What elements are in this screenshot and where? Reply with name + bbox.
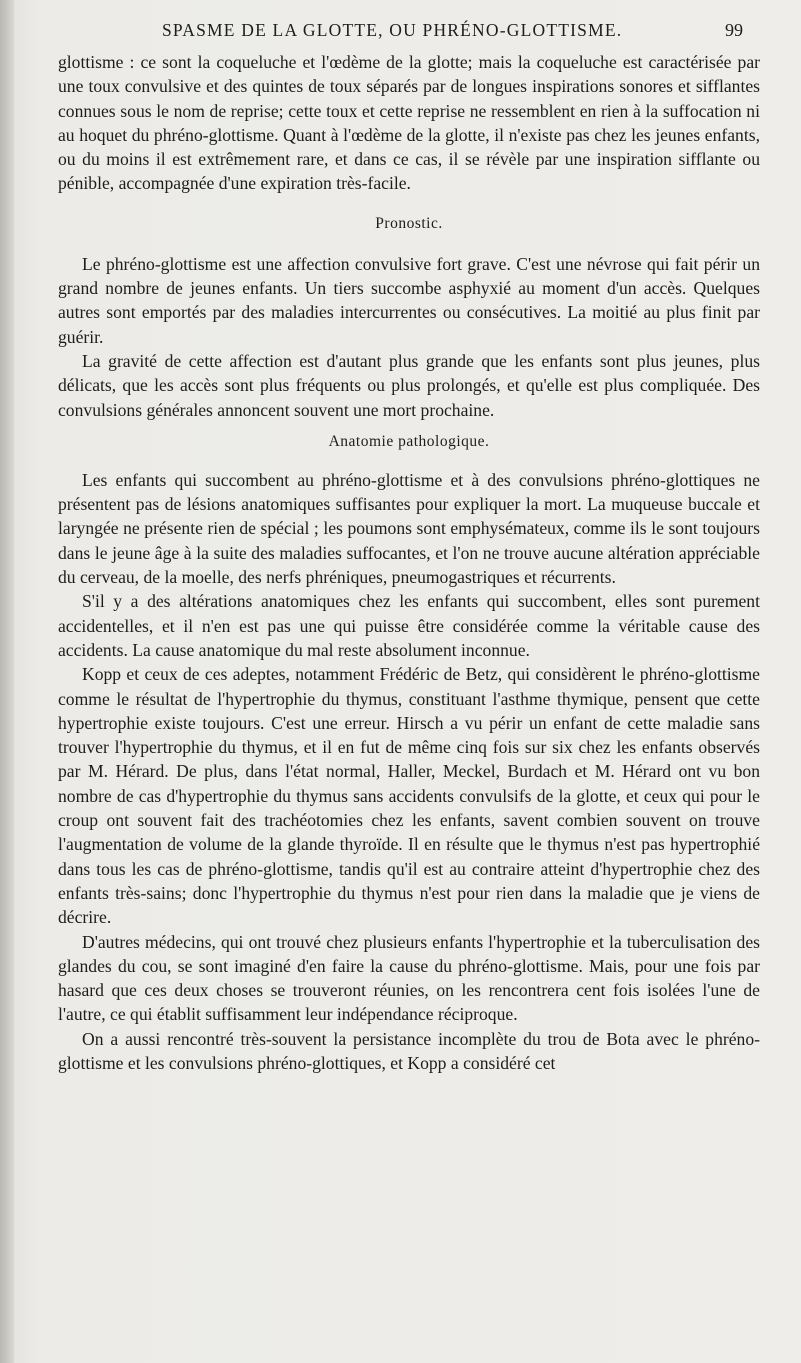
page-number: 99	[725, 20, 743, 40]
paragraph-anatomy-3: Kopp et ceux de ces adeptes, notamment Frédéric de Betz, qui considèrent le phréno-glottisme comme le résultat de l'hypertrophie du thymus, constituant l'asthme thymique, pensent que cette hypertrophie existe toujours. C'est une erreur. Hirsch a vu périr un enfant de cette maladie sans trouver l'hypertrophie du thymus, et il en fut de même cinq fois sur six chez les enfants observés par M. Hérard. De plus, dans l'état normal, Haller, Meckel, Burdach et M. Hérard ont vu bon nombre de cas d'hypertrophie du thymus sans accidents convulsifs de la glotte, et ceux qui pour le croup ont souvent fait des trachéotomies chez les enfants, savent combien souvent on trouve l'augmentation de volume de la glande thyroïde. Il en résulte que le thymus n'est pas hypertrophié dans tous les cas de phréno-glottisme, tandis qu'il est au contraire atteint d'hypertrophie chez des enfants très-sains; donc l'hypertrophie du thymus n'est pour rien dans la maladie que je viens de décrire.	[58, 664, 760, 928]
paragraph-anatomy-4: D'autres médecins, qui ont trouvé chez plusieurs enfants l'hypertrophie et la tuberculisation des glandes du cou, se sont imaginé d'en faire la cause du phréno-glottisme. Mais, pour une fois par hasard que ces deux choses se trouveront réunies, on les rencontrera cent fois isolées l'une de l'autre, ce qui établit suffisamment leur indépendance réciproque.	[58, 931, 760, 1025]
page-gutter-shadow	[0, 0, 14, 1363]
paragraph-prognosis-1: Le phréno-glottisme est une affection convulsive fort grave. C'est une névrose qui fait périr un grand nombre de jeunes enfants. Un tiers succombe asphyxié au moment d'un accès. Quelques autres sont emportés par des maladies intercurrentes ou consécutives. La moitié au plus finit par guérir.	[58, 253, 760, 347]
page-body	[58, 50, 760, 1075]
paragraph-anatomy-1: Les enfants qui succombent au phréno-glottisme et à des convulsions phréno-glottiques ne présentent pas de lésions anatomiques suffisantes pour expliquer la mort. La muqueuse buccale et laryngée ne présente rien de spécial ; les poumons sont emphysémateux, comme ils le sont toujours dans le jeune âge à la suite des maladies suffocantes, et l'on ne trouve aucune altération appréciable du cerveau, de la moelle, des nerfs phréniques, pneumogastriques et récurrents.	[58, 469, 760, 588]
paragraph-anatomy-5: On a aussi rencontré très-souvent la persistance incomplète du trou de Bota avec le phréno-glottisme et les convulsions phréno-glottiques, et Kopp a considéré cet	[58, 1028, 760, 1073]
page-header	[150, 20, 743, 41]
paragraph-anatomy-2: S'il y a des altérations anatomiques chez les enfants qui succombent, elles sont purement accidentelles, et il n'en est pas une qui puisse être considérée comme la véritable cause des accidents. La cause anatomique du mal reste absolument inconnue.	[58, 591, 760, 660]
section-heading-prognosis: Pronostic.	[375, 214, 443, 232]
section-heading-anatomy: Anatomie pathologique.	[328, 432, 490, 450]
paragraph-continuation: glottisme : ce sont la coqueluche et l'œdème de la glotte; mais la coqueluche est caractérisée par une toux convulsive et des quintes de toux séparés par de longues inspirations sonores et sifflantes connues sous le nom de reprise; cette toux et cette reprise ne ressemblent en rien à la suffocation ni au hoquet du phréno-glottisme. Quant à l'œdème de la glotte, il n'existe pas chez les jeunes enfants, ou du moins il est extrêmement rare, et dans ce cas, il se révèle par une inspiration sifflante ou pénible, accompagnée d'une expiration très-facile.	[58, 52, 760, 194]
paragraph-prognosis-2: La gravité de cette affection est d'autant plus grande que les enfants sont plus jeunes, plus délicats, que les accès sont plus fréquents ou plus prolongés, et qu'elle est plus compliquée. Des convulsions générales annoncent souvent une mort prochaine.	[58, 350, 760, 420]
running-head: SPASME DE LA GLOTTE, OU PHRÉNO-GLOTTISME.	[162, 20, 623, 40]
